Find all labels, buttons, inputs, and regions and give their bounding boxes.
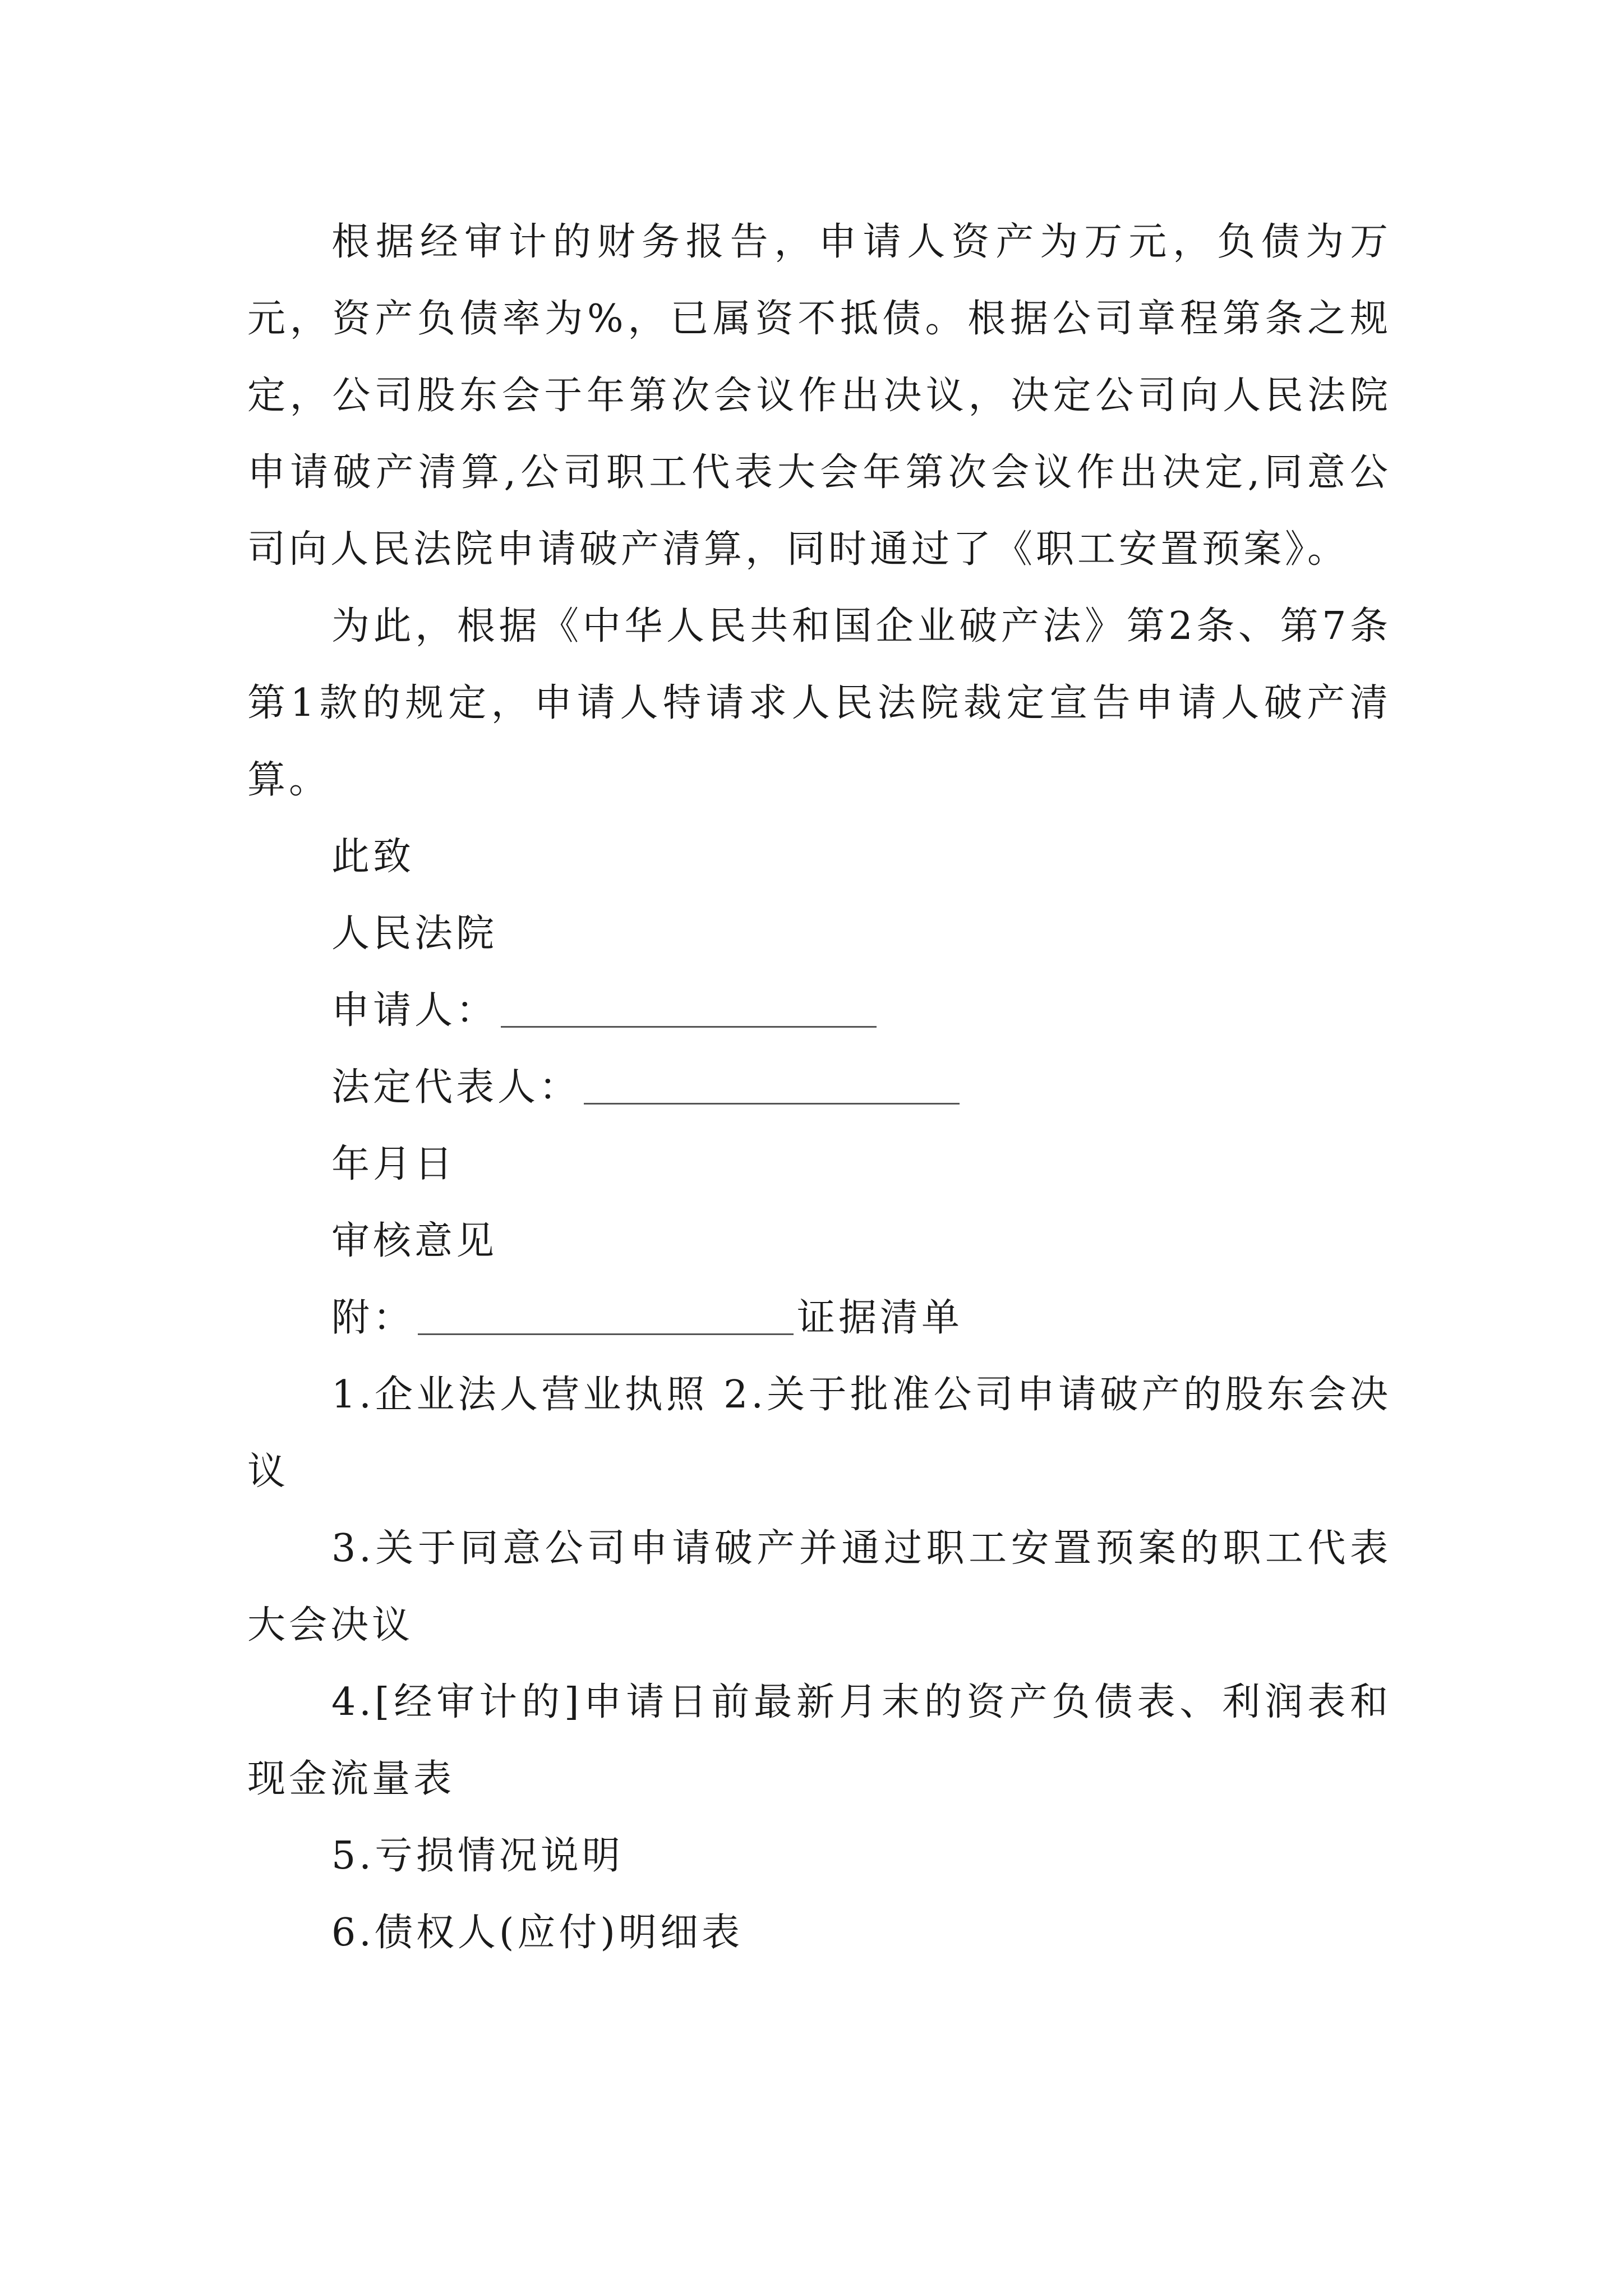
paragraph-financial-status: 根据经审计的财务报告，申请人资产为万元，负债为万元，资产负债率为%，已属资不抵债。根据公司章程第条之规定，公司股东会于年第次会议作出决议，决定公司向人民法院申请破产清算,公司职工代表大会年第次会议作出决定,同意公司向人民法院申请破产清算，同时通过了《职工安置预案》。 bbox=[247, 220, 1391, 572]
evidence-item: 6.债权人(应付)明细表 bbox=[331, 1911, 743, 1955]
paragraph-request: 为此，根据《中华人民共和国企业破产法》第2条、第7条第1款的规定，申请人特请求人民法院裁定宣告申请人破产清算。 bbox=[247, 604, 1391, 802]
applicant-blank bbox=[501, 1024, 877, 1028]
attachment-prefix: 附： bbox=[331, 1296, 415, 1340]
attachment-blank bbox=[418, 1331, 794, 1335]
document-page bbox=[247, 204, 1391, 1971]
evidence-item: 3.关于同意公司申请破产并通过职工安置预案的职工代表大会决议 bbox=[247, 1526, 1391, 1648]
representative-line bbox=[247, 1049, 1391, 1126]
attachment-suffix: 证据清单 bbox=[797, 1296, 963, 1340]
salutation: 此致 bbox=[331, 835, 415, 879]
review-opinion: 审核意见 bbox=[331, 1219, 498, 1263]
date-line: 年月日 bbox=[331, 1142, 457, 1186]
evidence-item: 1.企业法人营业执照 2.关于批准公司申请破产的股东会决议 bbox=[247, 1373, 1391, 1494]
applicant-line bbox=[247, 972, 1391, 1049]
court-name: 人民法院 bbox=[331, 912, 498, 956]
representative-blank bbox=[584, 1101, 960, 1105]
evidence-item: 5.亏损情况说明 bbox=[331, 1834, 624, 1878]
evidence-item: 4.[经审计的]申请日前最新月末的资产负债表、利润表和现金流量表 bbox=[247, 1680, 1391, 1801]
representative-label: 法定代表人： bbox=[331, 1065, 581, 1110]
applicant-label: 申请人： bbox=[331, 988, 498, 1033]
attachment-line bbox=[247, 1280, 1391, 1356]
